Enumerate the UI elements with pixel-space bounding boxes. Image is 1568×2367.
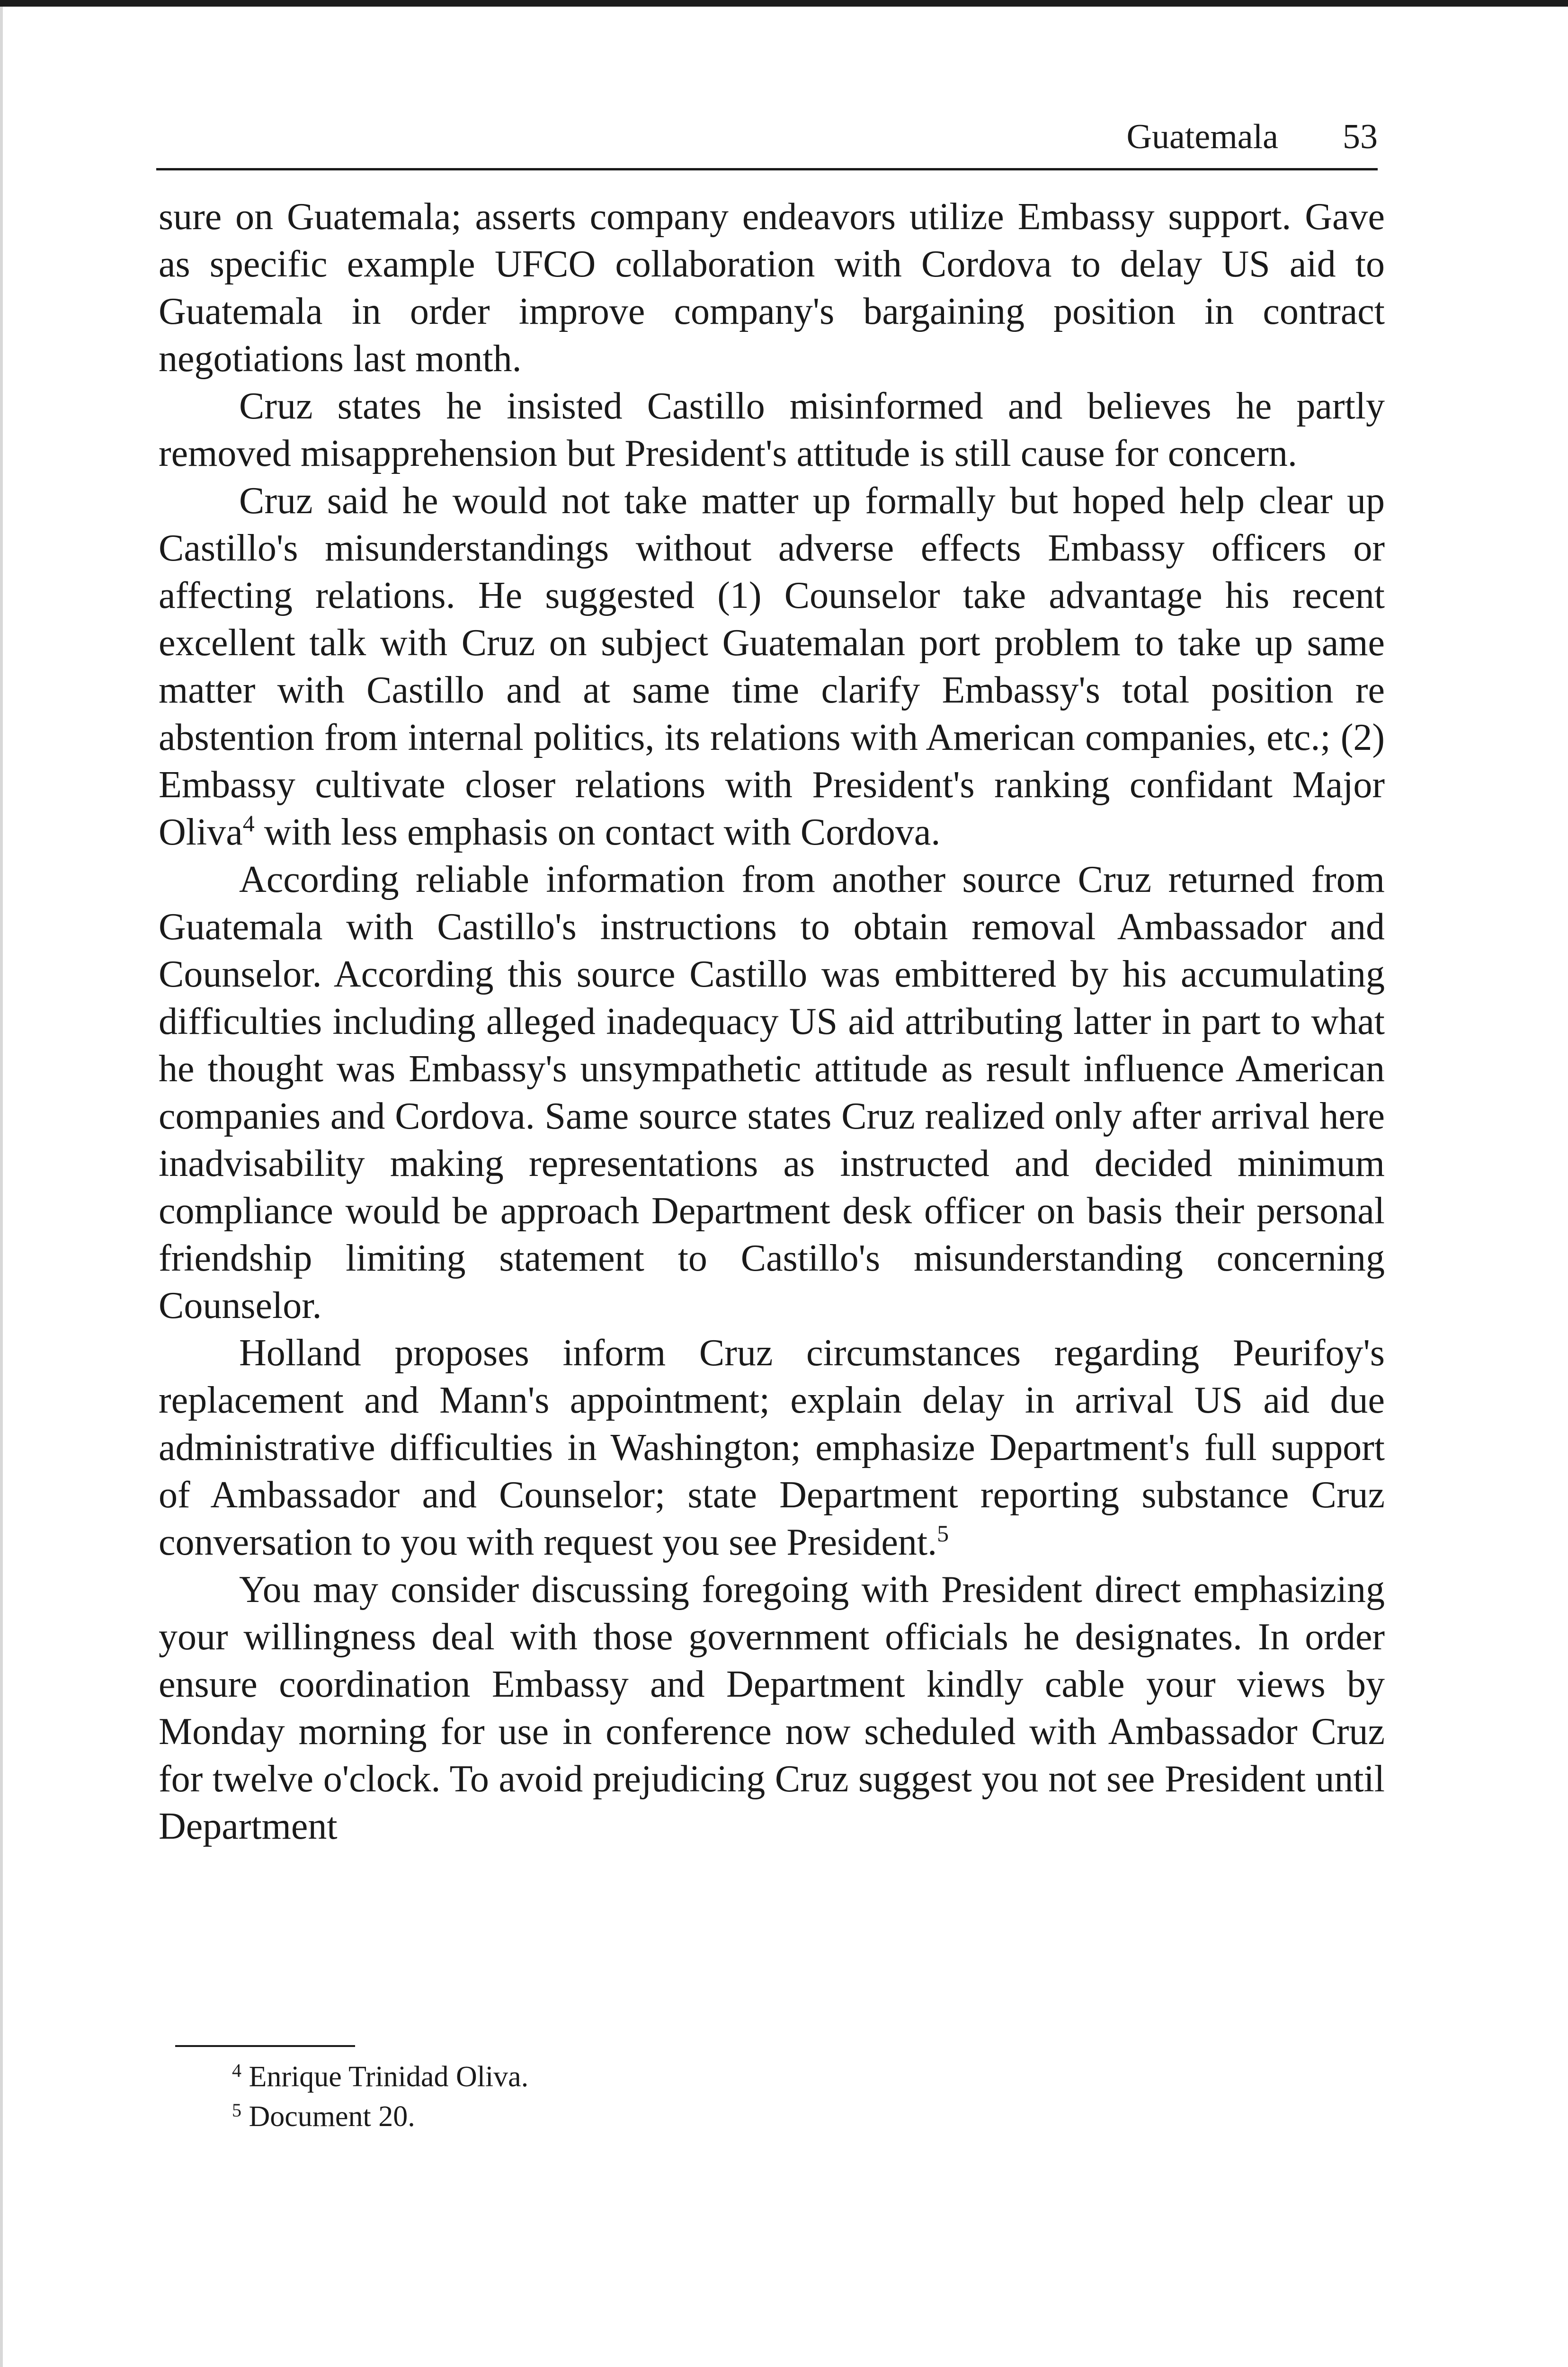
footnotes bbox=[232, 2057, 1084, 2136]
footnote-ref: 5 bbox=[937, 1520, 949, 1547]
paragraph bbox=[159, 477, 1385, 856]
footnote-text: Enrique Trinidad Oliva. bbox=[249, 2061, 529, 2093]
footnote bbox=[232, 2097, 1084, 2136]
running-header-title: Guatemala bbox=[1126, 117, 1278, 156]
footnote-text: Document 20. bbox=[249, 2100, 415, 2133]
paragraph-text: Cruz said he would not take matter up formally but hoped help clear up Castillo's misunderstandings without adverse effects Embassy officers or affecting relations. He suggested (1) Counselor take advantage his recent excellent talk with Cruz on subject Guatemalan port problem to take up same matter with Castillo and at same time clarify Embassy's total position re abstention from internal politics, its relations with American companies, etc.; (2) Embassy cultivate closer relations with President's ranking confidant Major Oliva bbox=[159, 480, 1385, 853]
footnote-rule bbox=[175, 2045, 355, 2047]
footnote-marker: 4 bbox=[232, 2060, 241, 2081]
footnote bbox=[232, 2057, 1084, 2097]
page-top-border bbox=[0, 0, 1568, 7]
body-text bbox=[159, 193, 1385, 1850]
page-left-edge bbox=[0, 7, 3, 2367]
paragraph-text: Holland proposes inform Cruz circumstances regarding Peurifoy's replacement and Mann's appointment; explain delay in arrival US aid due administrative difficulties in Washington; emphasize Department's full support of Ambassador and Counselor; state Department reporting substance Cruz conversation to you with request you see President. bbox=[159, 1332, 1385, 1563]
paragraph-text: with less emphasis on contact with Cordova. bbox=[254, 811, 941, 853]
paragraph: According reliable information from another source Cruz returned from Guatemala with Castillo's instructions to obtain removal Ambassador and Counselor. According this source Castillo was embittered by his accumulating difficulties including alleged inadequacy US aid attributing latter in part to what he thought was Embassy's unsympathetic attitude as result influence American companies and Cordova. Same source states Cruz realized only after arrival here inadvisability making representations as instructed and decided minimum compliance would be approach Department desk officer on basis their personal friendship limiting statement to Castillo's misunderstanding concerning Counselor. bbox=[159, 859, 1385, 1326]
paragraph: You may consider discussing foregoing with President direct emphasizing your willingness deal with those government officials he designates. In order ensure coordination Embassy and Department kindly cable your views by Monday morning for use in conference now scheduled with Ambassador Cruz for twelve o'clock. To avoid prejudicing Cruz suggest you not see President until Department bbox=[159, 1569, 1385, 1847]
footnote-marker: 5 bbox=[232, 2100, 241, 2121]
running-header bbox=[156, 116, 1378, 170]
paragraph bbox=[159, 1329, 1385, 1566]
paragraph: Cruz states he insisted Castillo misinformed and believes he partly removed misapprehension but President's attitude is still cause for concern. bbox=[159, 385, 1385, 474]
paragraph: sure on Guatemala; asserts company endeavors utilize Embassy support. Gave as specific example UFCO collaboration with Cordova to delay US aid to Guatemala in order improve company's bargaining position in contract negotiations last month. bbox=[159, 196, 1385, 380]
footnote-ref: 4 bbox=[242, 810, 255, 836]
page-number: 53 bbox=[1343, 117, 1378, 156]
